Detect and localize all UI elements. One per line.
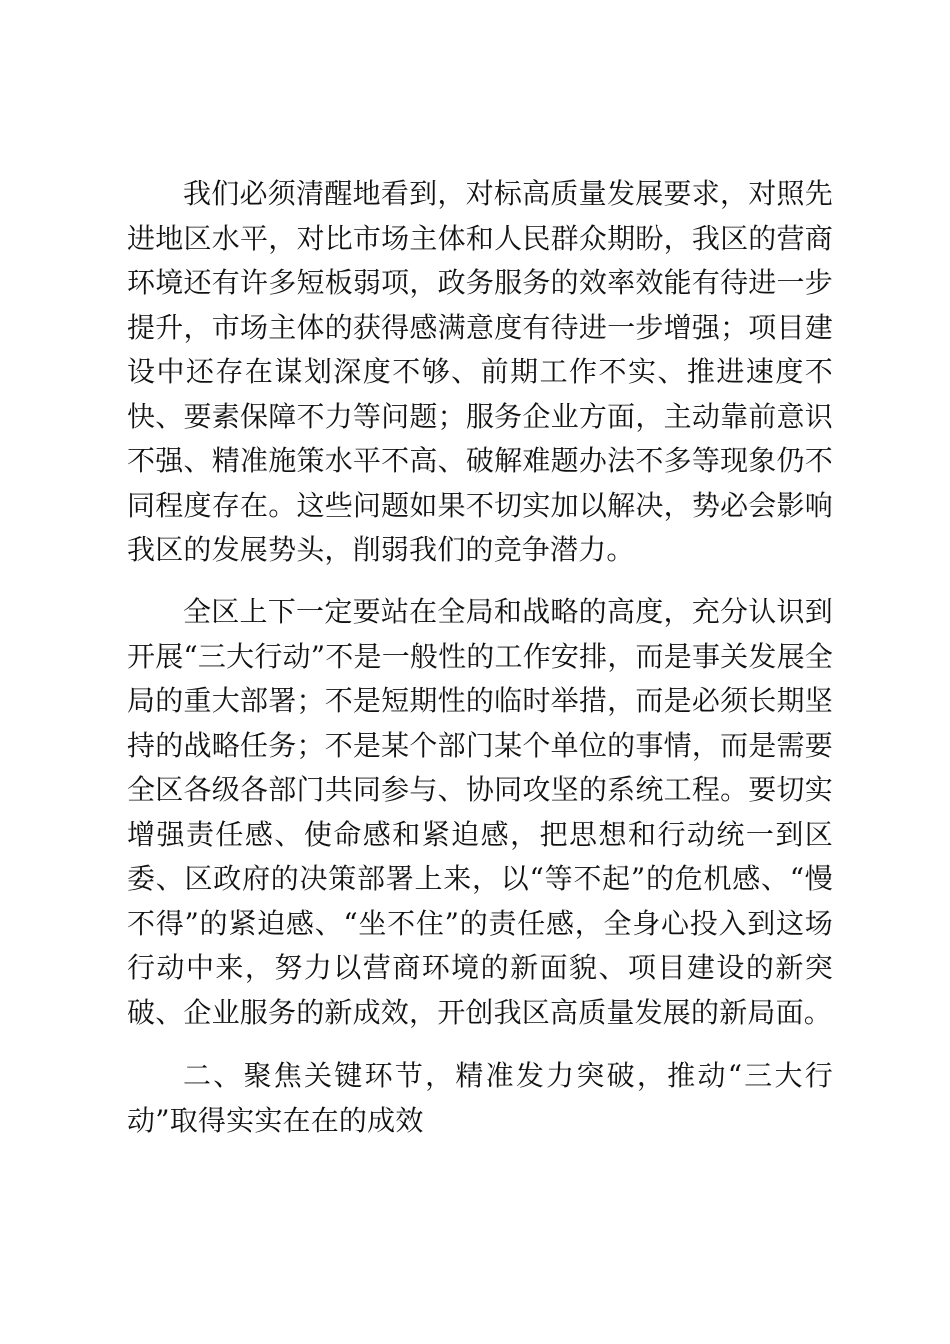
section-heading: 二、聚焦关键环节，精准发力突破，推动“三大行动”取得实实在在的成效 <box>127 1059 833 1137</box>
body-paragraph-2: 全区上下一定要站在全局和战略的高度，充分认识到开展“三大行动”不是一般性的工作安排，而是事关发展全局的重大部署；不是短期性的临时举措，而是必须长期坚持的战略任务；不是某个部门某个单位的事情，而是需要全区各级各部门共同参与、协同攻坚的系统工程。要切实增强责任感、使命感和紧迫感，把思想和行动统一到区委、区政府的决策部署上来，以“等不起”的危机感、“慢不得”的紧迫感、“坐不住”的责任感，全身心投入到这场行动中来，努力以营商环境的新面貌、项目建设的新突破、企业服务的新成效，开创我区高质量发展的新局面。 <box>127 595 833 1029</box>
body-paragraph-1: 我们必须清醒地看到，对标高质量发展要求，对照先进地区水平，对比市场主体和人民群众期盼，我区的营商环境还有许多短板弱项，政务服务的效率效能有待进一步提升，市场主体的获得感满意度有待进一步增强；项目建设中还存在谋划深度不够、前期工作不实、推进速度不快、要素保障不力等问题；服务企业方面，主动靠前意识不强、精准施策水平不高、破解难题办法不多等现象仍不同程度存在。这些问题如果不切实加以解决，势必会影响我区的发展势头，削弱我们的竞争潜力。 <box>127 177 833 566</box>
